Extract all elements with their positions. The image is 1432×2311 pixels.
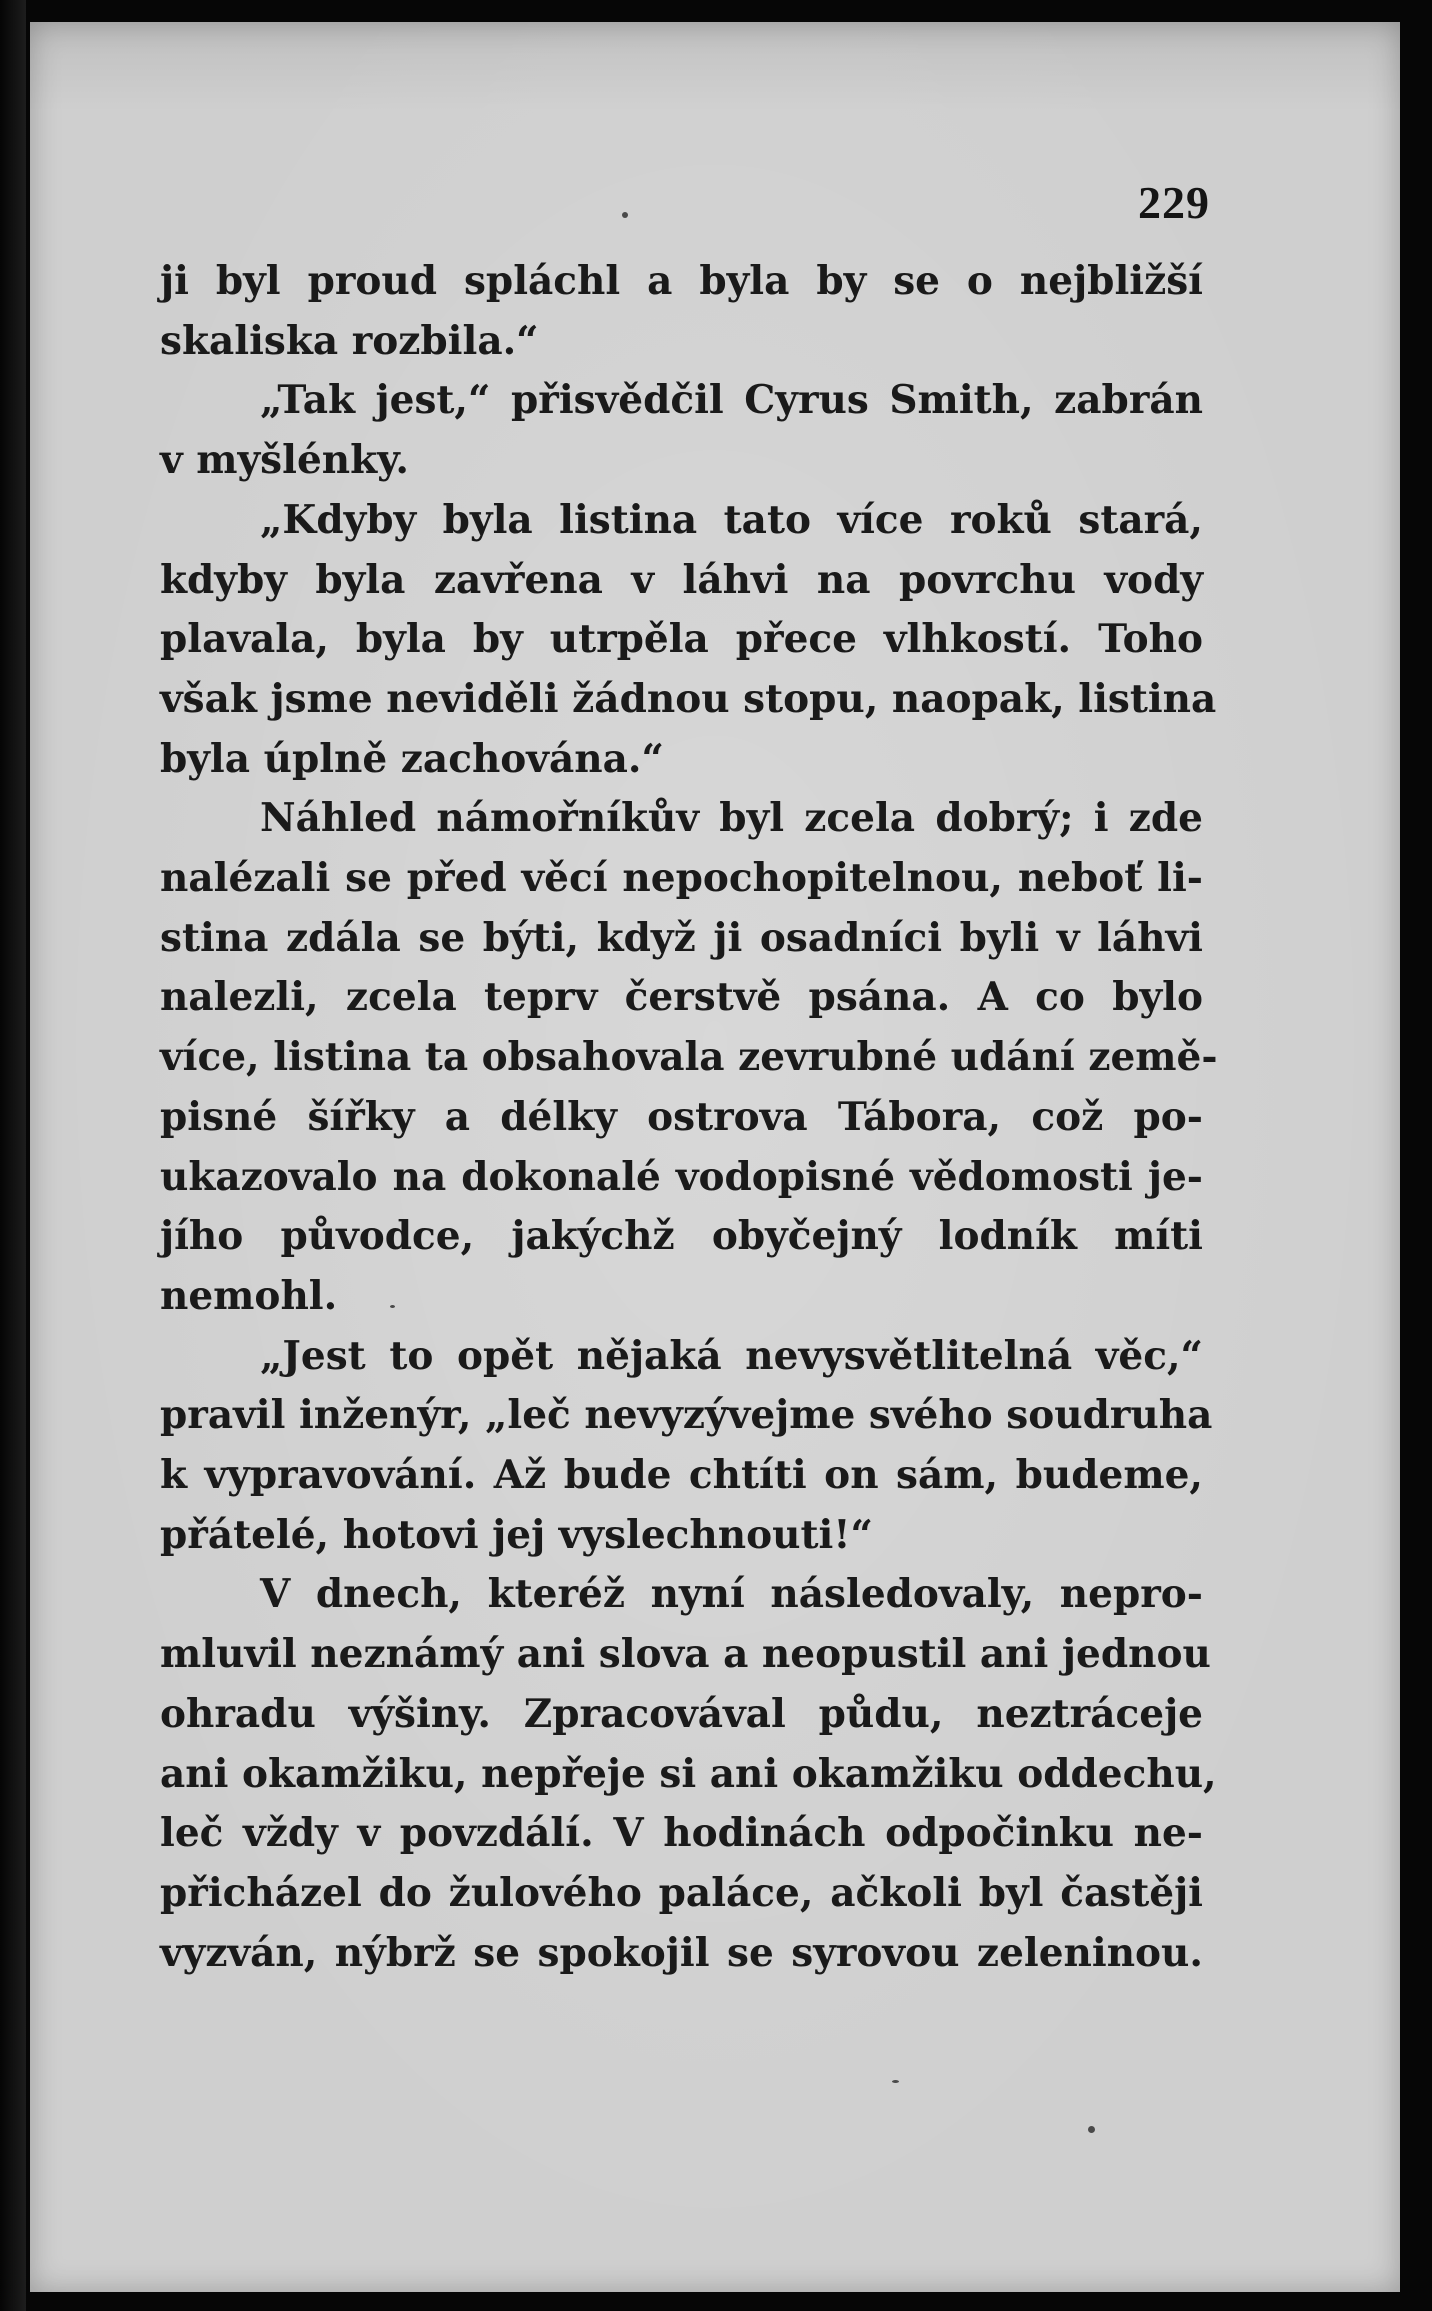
text-line: k vypravování. Až bude chtíti on sám, budeme, [160,1452,1203,1499]
page-number: 229 [1138,177,1210,228]
text-line: nemohl. [160,1272,338,1319]
text-line: nalézali se před věcí nepochopitelnou, neboť li- [160,855,1203,902]
binding-shadow [0,0,26,2311]
body-text [160,252,1218,1983]
text-line: plavala, byla by utrpěla přece vlhkostí. Toho [160,616,1203,663]
text-line: však jsme neviděli žádnou stopu, naopak, listina [160,675,1217,722]
paper-speck [892,2080,899,2083]
text-line: přicházel do žulového paláce, ačkoli byl častěji [160,1869,1203,1916]
text-line: ohradu výšiny. Zpracovával půdu, neztráceje [160,1690,1203,1737]
text-line: mluvil neznámý ani slova a neopustil ani jednou [160,1631,1211,1678]
text-line: V dnech, kteréž nyní následovaly, nepro- [260,1571,1203,1618]
text-line: pisné šířky a délky ostrova Tábora, což po- [160,1093,1203,1140]
text-line: leč vždy v povzdálí. V hodinách odpočinku ne- [160,1810,1203,1857]
text-line: ji byl proud spláchl a byla by se o nejbližší [160,258,1203,304]
text-line: skaliska rozbila.“ [160,317,539,364]
text-line: nalezli, zcela teprv čerstvě psána. A co bylo [160,974,1203,1021]
text-line: „Kdyby byla listina tato více roků stará, [260,496,1203,543]
text-line: „Jest to opět nějaká nevysvětlitelná věc,“ [260,1332,1203,1379]
text-line: kdyby byla zavřena v láhvi na povrchu vody [160,556,1203,603]
text-line: ukazovalo na dokonalé vodopisné vědomosti je- [160,1153,1203,1200]
text-line: vyzván, nýbrž se spokojil se syrovou zeleninou. [160,1929,1203,1976]
paper-speck [1088,2126,1095,2133]
text-line: pravil inženýr, „leč nevyzývejme svého soudruha [160,1392,1213,1439]
text-line: Náhled námořníkův byl zcela dobrý; i zde [260,795,1203,842]
text-line: byla úplně zachována.“ [160,735,664,782]
text-line: v myšlénky. [160,437,409,484]
text-line: jího původce, jakýchž obyčejný lodník míti [160,1213,1203,1260]
text-line: ani okamžiku, nepřeje si ani okamžiku oddechu, [160,1750,1217,1797]
text-line: stina zdála se býti, když ji osadníci byli v láhvi [160,914,1203,961]
text-line: více, listina ta obsahovala zevrubné udání země- [160,1034,1218,1081]
text-line: přátelé, hotovi jej vyslechnouti!“ [160,1511,873,1558]
paper-speck [622,212,628,218]
text-line: „Tak jest,“ přisvědčil Cyrus Smith, zabrán [260,377,1203,424]
